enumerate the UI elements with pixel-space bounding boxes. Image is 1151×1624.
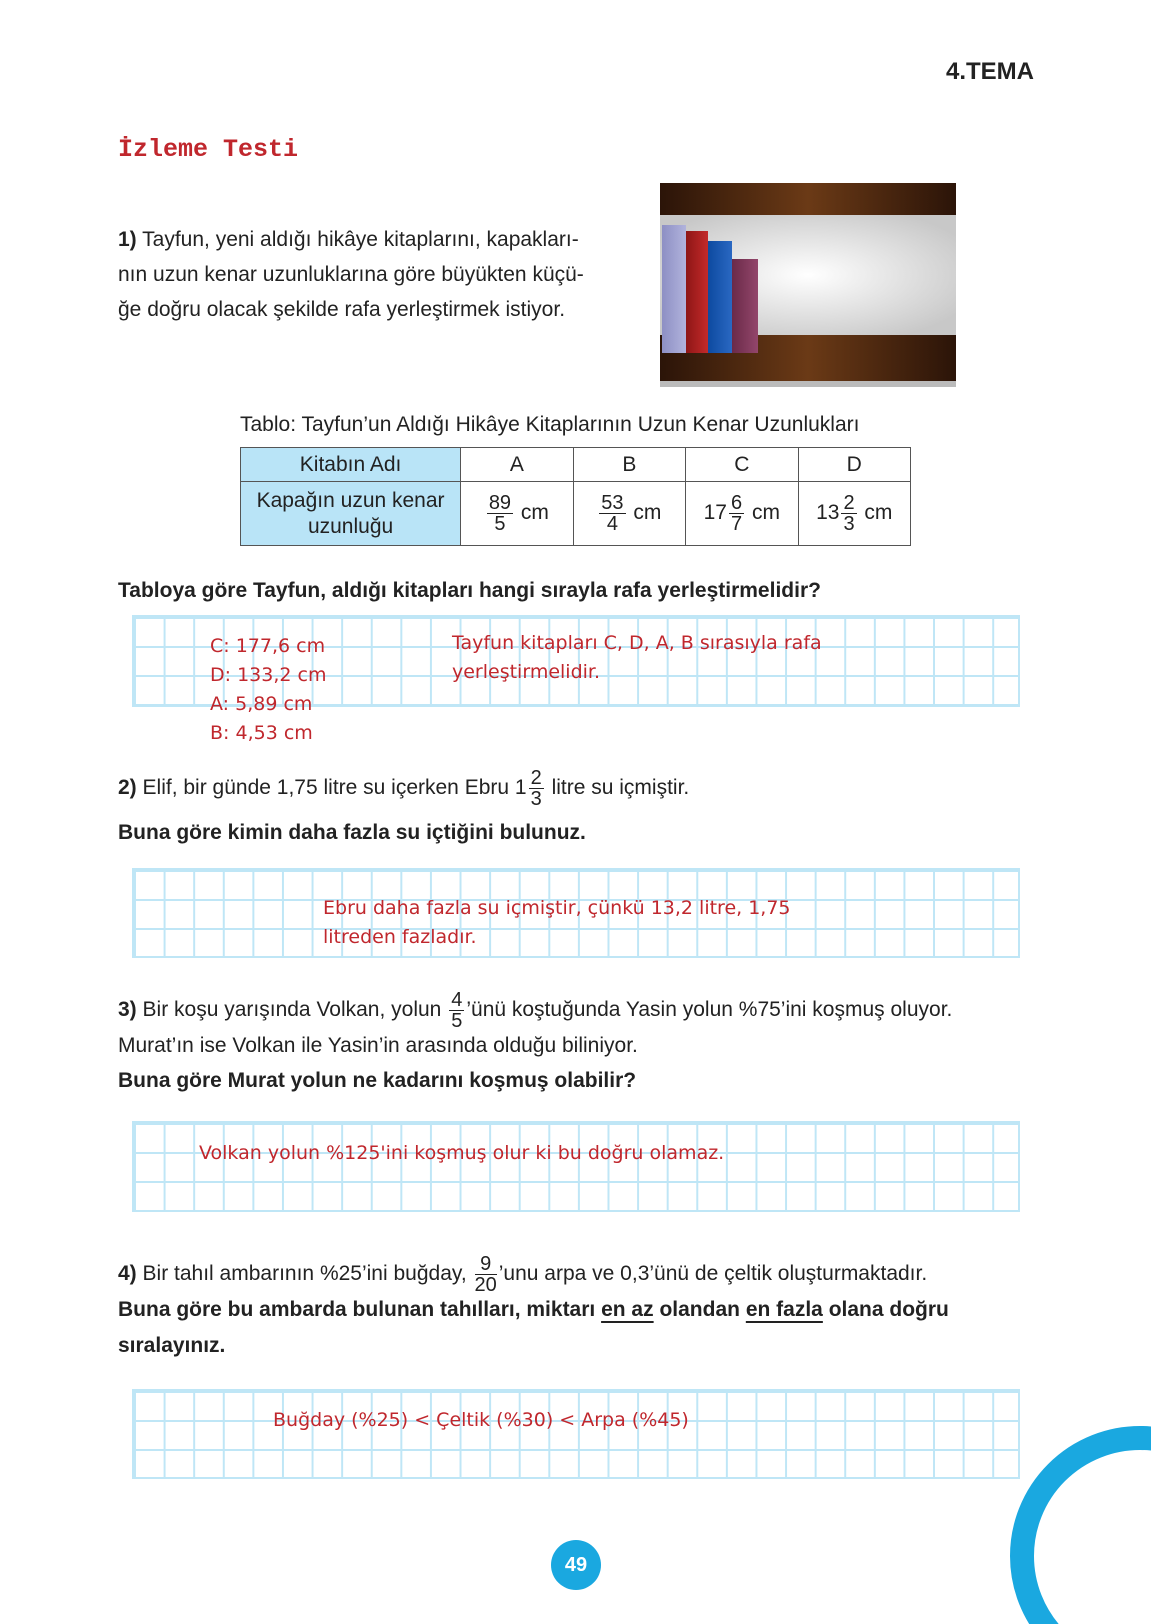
- q3-line-2: Murat’ın ise Volkan ile Yasin’in arasında olduğu biliniyor.: [118, 1034, 638, 1057]
- mixed-whole: 17: [703, 501, 727, 525]
- bookshelf-illustration: [660, 183, 956, 387]
- book-4: [732, 259, 758, 353]
- mixed-whole: 13: [816, 501, 840, 525]
- unit: cm: [751, 501, 780, 525]
- book-2: [686, 231, 708, 353]
- q3-question: Buna göre Murat yolun ne kadarını koşmuş olabilir?: [118, 1069, 637, 1092]
- answer-value: D: 133,2 cm: [210, 664, 327, 686]
- q2-number: 2): [118, 776, 137, 800]
- answer-line: Tayfun kitapları C, D, A, B sırasıyla rafa: [452, 632, 822, 654]
- answer-line: litreden fazladır.: [323, 926, 477, 948]
- q1-answer-text: [452, 629, 822, 687]
- q3-text: [118, 990, 952, 1031]
- unit: cm: [520, 501, 549, 525]
- q1-number: 1): [118, 228, 137, 251]
- theme-label: 4.TEMA: [945, 58, 1034, 85]
- fraction: $\frac{53}{4}$: [601, 492, 624, 535]
- q3-answer-text: Volkan yolun %125'ini koşmuş olur ki bu doğru olamaz.: [199, 1142, 725, 1164]
- table-row: [241, 448, 911, 482]
- table-cell: [573, 482, 685, 546]
- q1-line-1: Tayfun, yeni aldığı hikâye kitaplarını, kapakları-: [142, 228, 579, 251]
- fraction: $\frac{9}{20}$: [474, 1253, 497, 1296]
- q1-line-2: nın uzun kenar uzunluklarına göre büyükten küçü-: [118, 263, 584, 286]
- q4-text-after: ’unu arpa ve 0,3’ünü de çeltik oluşturmaktadır.: [498, 1262, 928, 1286]
- q3-number: 3): [118, 998, 137, 1022]
- q1-question: Tabloya göre Tayfun, aldığı kitapları hangi sırayla rafa yerleştirmelidir?: [118, 579, 821, 602]
- table-header-length-line-2: uzunluğu: [307, 514, 394, 538]
- q1-line-3: ğe doğru olacak şekilde rafa yerleştirmek istiyor.: [118, 298, 566, 321]
- fraction: $\frac{6}{7}$: [730, 492, 743, 535]
- table-caption: Tablo: Tayfun’un Aldığı Hikâye Kitaplarının Uzun Kenar Uzunlukları: [240, 413, 860, 436]
- table-header-length-line-1: Kapağın uzun kenar: [256, 488, 445, 512]
- answer-line: yerleştirmelidir.: [452, 661, 601, 683]
- q4-underlined-most: en fazla: [745, 1298, 823, 1321]
- q1-answer-values: [210, 632, 326, 748]
- q1-text: [118, 222, 638, 327]
- book-3: [708, 241, 732, 353]
- q3-text-after: ’ünü koştuğunda Yasin yolun %75’ini koşmuş oluyor.: [466, 998, 953, 1022]
- table-cell: D: [798, 448, 910, 482]
- answer-value: C: 177,6 cm: [210, 635, 326, 657]
- table-row: [241, 482, 911, 546]
- book-length-table: [240, 447, 911, 546]
- table-cell: [686, 482, 798, 546]
- q4-text: [118, 1254, 927, 1295]
- q4-question-part: olandan: [659, 1298, 740, 1321]
- q2-question: Buna göre kimin daha fazla su içtiğini bulunuz.: [118, 821, 586, 844]
- fraction: $\frac{4}{5}$: [451, 989, 463, 1032]
- q4-answer-text: Buğday (%25) < Çeltik (%30) < Arpa (%45): [273, 1409, 689, 1431]
- q4-question-part: olana doğru: [828, 1298, 949, 1321]
- fraction: $\frac{2}{3}$: [843, 492, 855, 535]
- q2-text: [118, 768, 689, 809]
- answer-value: B: 4,53 cm: [210, 722, 313, 744]
- fraction: $\frac{2}{3}$: [530, 767, 542, 810]
- unit: cm: [864, 501, 893, 525]
- table-cell: A: [461, 448, 573, 482]
- table-header-length: [241, 482, 461, 546]
- q3-text-before: Bir koşu yarışında Volkan, yolun: [142, 998, 442, 1022]
- table-header-book-name: Kitabın Adı: [241, 448, 461, 482]
- table-cell: [461, 482, 573, 546]
- mixed-whole: 1: [514, 776, 527, 800]
- book-1: [662, 225, 686, 353]
- q4-underlined-least: en az: [601, 1298, 654, 1321]
- q4-question-line-2: sıralayınız.: [118, 1334, 226, 1357]
- q2-text-before: Elif, bir günde 1,75 litre su içerken Ebru: [142, 776, 510, 800]
- q4-question-part: Buna göre bu ambarda bulunan tahılları, miktarı: [118, 1298, 596, 1321]
- fraction: $\frac{89}{5}$: [488, 492, 512, 535]
- q4-number: 4): [118, 1262, 137, 1286]
- table-cell: B: [573, 448, 685, 482]
- page-number: 49: [551, 1540, 601, 1590]
- answer-line: Ebru daha fazla su içmiştir, çünkü 13,2 litre, 1,75: [323, 897, 791, 919]
- q2-answer-text: [323, 894, 791, 952]
- q2-text-after: litre su içmiştir.: [551, 776, 690, 800]
- table-cell: C: [686, 448, 798, 482]
- q4-text-before: Bir tahıl ambarının %25’ini buğday,: [142, 1262, 467, 1286]
- q4-question: [118, 1292, 949, 1327]
- section-title: İzleme Testi: [118, 135, 299, 164]
- answer-value: A: 5,89 cm: [210, 693, 313, 715]
- decorative-arc: [1010, 1426, 1151, 1624]
- unit: cm: [633, 501, 662, 525]
- table-cell: [798, 482, 910, 546]
